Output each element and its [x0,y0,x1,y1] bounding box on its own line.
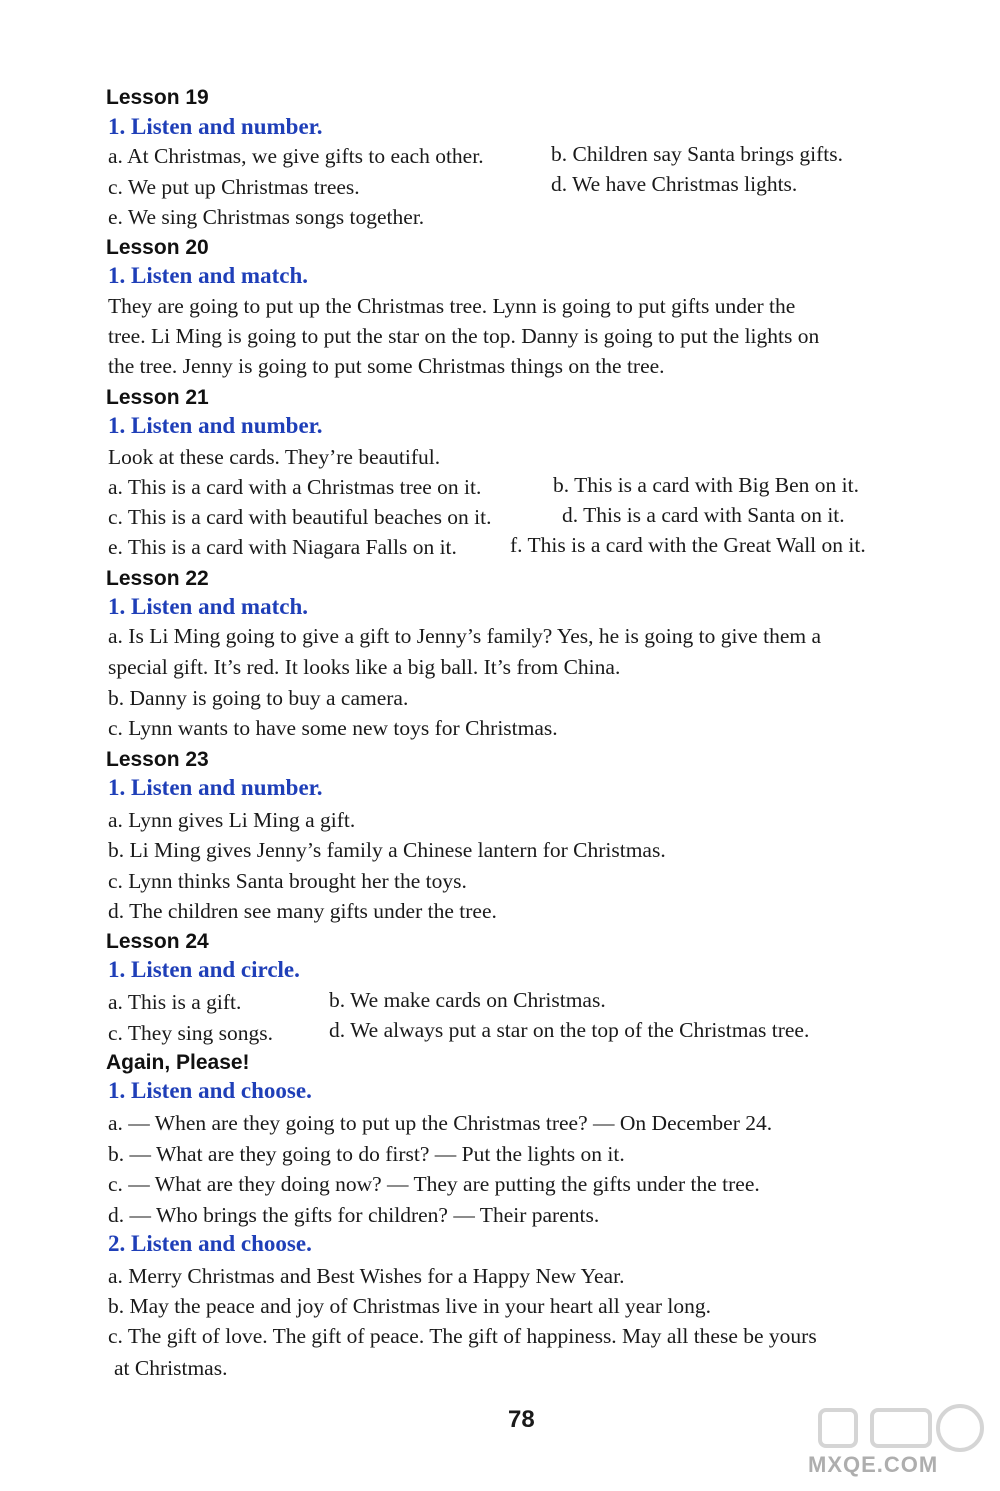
task-title: 1. Listen and choose. [108,1078,312,1103]
lesson-heading: Lesson 21 [106,386,209,409]
text-line: c. We put up Christmas trees. [108,175,360,199]
text-line: a. This is a card with a Christmas tree on it. [108,475,482,499]
text-line: c. — What are they doing now? — They are putting the gifts under the tree. [108,1172,760,1196]
text-line: c. This is a card with beautiful beaches on it. [108,505,492,529]
text-line: a. Lynn gives Li Ming a gift. [108,808,356,832]
text-line: b. This is a card with Big Ben on it. [553,473,859,497]
text-line: d. The children see many gifts under the tree. [108,899,497,923]
task-title: 1. Listen and match. [108,594,308,619]
text-line: d. We always put a star on the top of the Christmas tree. [329,1018,810,1042]
text-line: special gift. It’s red. It looks like a big ball. It’s from China. [108,655,621,679]
lesson-heading: Lesson 24 [106,930,209,953]
text-line: d. This is a card with Santa on it. [562,503,845,527]
text-line: b. — What are they going to do first? — Put the lights on it. [108,1142,625,1166]
text-line: c. The gift of love. The gift of peace. The gift of happiness. May all these be yours [108,1324,817,1348]
text-line: e. This is a card with Niagara Falls on it. [108,535,457,559]
task-title: 2. Listen and choose. [108,1231,312,1256]
lesson-heading: Lesson 20 [106,236,209,259]
text-line: a. Merry Christmas and Best Wishes for a Happy New Year. [108,1264,625,1288]
lesson-heading: Lesson 19 [106,86,209,109]
task-title: 1. Listen and match. [108,263,308,288]
text-line: c. Lynn wants to have some new toys for Christmas. [108,716,558,740]
text-line: a. This is a gift. [108,990,242,1014]
text-line: at Christmas. [114,1356,228,1380]
text-line: Look at these cards. They’re beautiful. [108,445,441,469]
lesson-heading: Lesson 23 [106,748,209,771]
text-line: b. Danny is going to buy a camera. [108,686,409,710]
task-title: 1. Listen and number. [108,114,323,139]
text-line: a. Is Li Ming going to give a gift to Jenny’s family? Yes, he is going to give them a [108,624,822,648]
section-heading: Again, Please! [106,1051,250,1074]
text-line: e. We sing Christmas songs together. [108,205,425,229]
task-title: 1. Listen and number. [108,775,323,800]
watermark-text: MXQE.COM [808,1452,939,1477]
text-line: a. — When are they going to put up the Christmas tree? — On December 24. [108,1111,773,1135]
text-line: c. They sing songs. [108,1021,274,1045]
text-line: c. Lynn thinks Santa brought her the toys. [108,869,467,893]
text-line: b. Li Ming gives Jenny’s family a Chinese lantern for Christmas. [108,838,666,862]
text-line: a. At Christmas, we give gifts to each other. [108,144,484,168]
text-line: d. We have Christmas lights. [551,172,798,196]
page-number: 78 [508,1406,535,1433]
lesson-heading: Lesson 22 [106,567,209,590]
task-title: 1. Listen and number. [108,413,323,438]
text-line: b. May the peace and joy of Christmas live in your heart all year long. [108,1294,712,1318]
task-title: 1. Listen and circle. [108,957,300,982]
text-line: They are going to put up the Christmas tree. Lynn is going to put gifts under the [108,294,796,318]
text-line: the tree. Jenny is going to put some Christmas things on the tree. [108,354,665,378]
text-line: b. Children say Santa brings gifts. [551,142,844,166]
text-line: d. — Who brings the gifts for children? — Their parents. [108,1203,600,1227]
text-line: f. This is a card with the Great Wall on it. [510,533,866,557]
text-line: tree. Li Ming is going to put the star on the top. Danny is going to put the lights on [108,324,820,348]
text-line: b. We make cards on Christmas. [329,988,606,1012]
